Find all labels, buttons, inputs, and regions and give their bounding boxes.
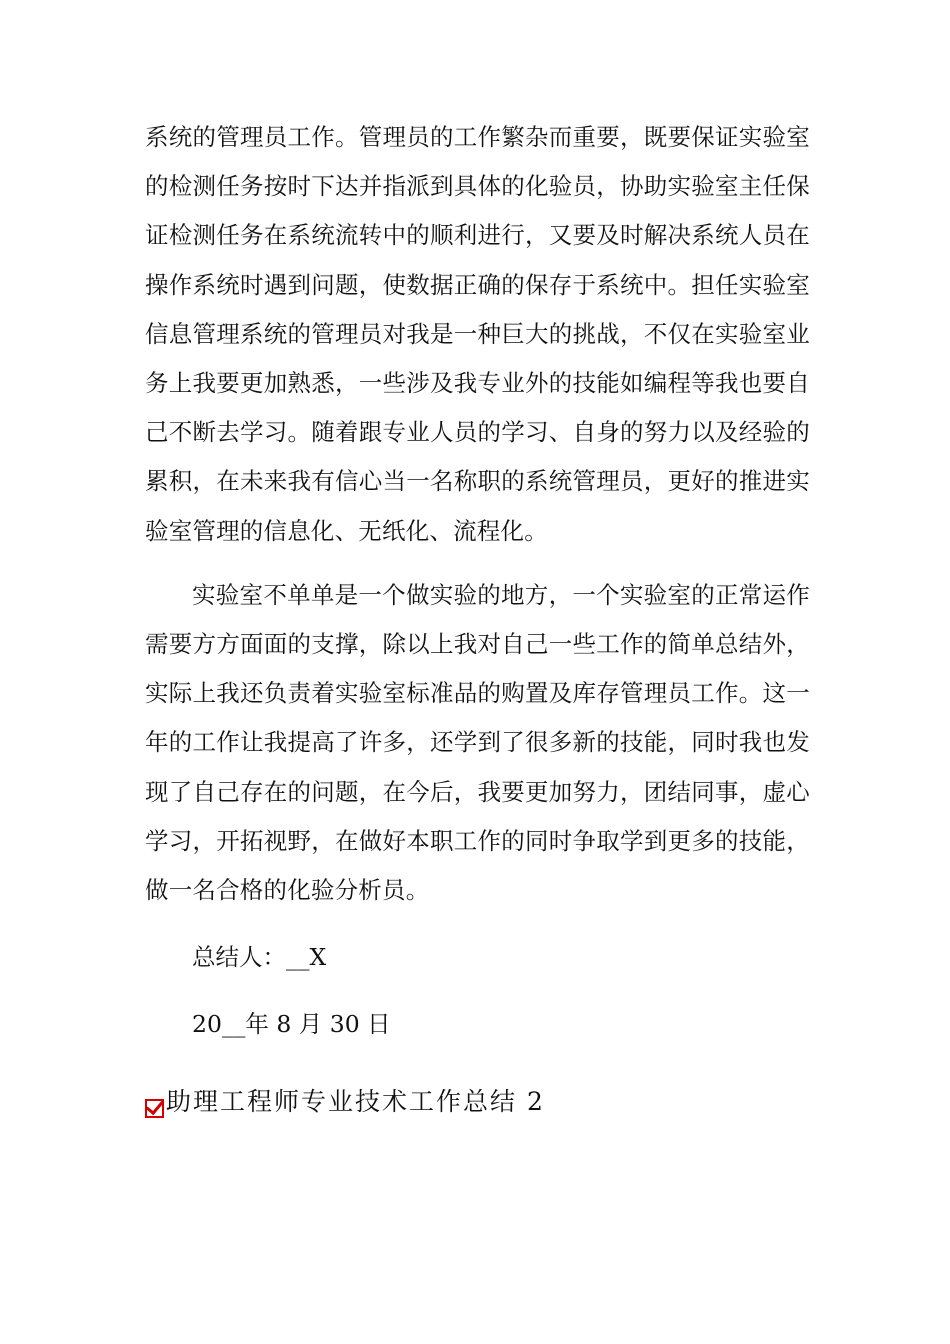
date-line: 20__年 8 月 30 日 [192,1010,391,1039]
author-line: 总结人：__X [192,943,327,972]
checked-box-icon [145,1099,164,1118]
section-heading-text: 助理工程师专业技术工作总结 2 [166,1087,545,1116]
document-body [145,113,810,1050]
paragraph-lab-summary: 实验室不单单是一个做实验的地方，一个实验室的正常运作需要方方面面的支撑，除以上我对自己一些工作的简单总结外，实际上我还负责着实验室标准品的购置及库存管理员工作。这一年的工作让我提高了许多，还学到了很多新的技能，同时我也发现了自己存在的问题，在今后，我要更加努力，团结同事，虚心学习，开拓视野，在做好本职工作的同时争取学到更多的技能，做一名合格的化验分析员。 [145,580,810,905]
paragraph-admin-work: 系统的管理员工作。管理员的工作繁杂而重要，既要保证实验室的检测任务按时下达并指派到具体的化验员，协助实验室主任保证检测任务在系统流转中的顺利进行，又要及时解决系统人员在操作系统时遇到问题，使数据正确的保存于系统中。担任实验室信息管理系统的管理员对我是一种巨大的挑战，不仅在实验室业务上我要更加熟悉，一些涉及我专业外的技能如编程等我也要自己不断去学习。随着跟专业人员的学习、自身的努力以及经验的累积，在未来我有信心当一名称职的系统管理员，更好的推进实验室管理的信息化、无纸化、流程化。 [145,123,810,545]
section-heading [145,1082,545,1122]
